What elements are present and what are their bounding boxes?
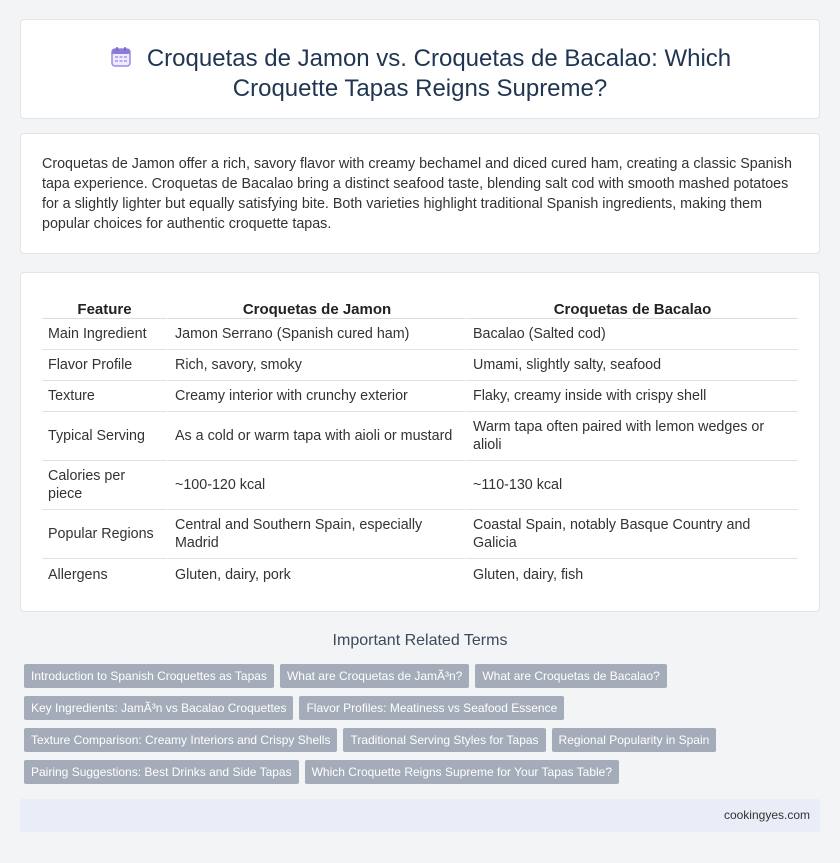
term-tag[interactable]: Which Croquette Reigns Supreme for Your Tapas Table? <box>305 760 619 784</box>
bacalao-cell: Bacalao (Salted cod) <box>465 319 798 350</box>
header-jamon: Croquetas de Jamon <box>167 293 465 319</box>
jamon-cell: Jamon Serrano (Spanish cured ham) <box>167 319 465 350</box>
table-row <box>42 350 798 381</box>
table-row <box>42 559 798 590</box>
jamon-cell: As a cold or warm tapa with aioli or mustard <box>167 412 465 461</box>
intro-paragraph: Croquetas de Jamon offer a rich, savory flavor with creamy bechamel and diced cured ham, creating a classic Spanish tapa experience. Croquetas de Bacalao bring a distinct seafood taste, blending salt cod with smooth mashed potatoes for a slightly lighter but equally satisfying bite. Both varieties highlight traditional Spanish ingredients, making them popular choices for authentic croquette tapas. <box>42 156 792 232</box>
jamon-cell: Creamy interior with crunchy exterior <box>167 381 465 412</box>
term-tag[interactable]: Introduction to Spanish Croquettes as Tapas <box>24 664 274 688</box>
footer <box>20 799 820 832</box>
table-header-row <box>42 293 798 319</box>
term-tag[interactable]: Traditional Serving Styles for Tapas <box>343 728 545 752</box>
feature-cell: Texture <box>42 381 167 412</box>
related-terms-tags <box>24 664 824 792</box>
term-tag[interactable]: Flavor Profiles: Meatiness vs Seafood Essence <box>299 696 564 720</box>
term-tag[interactable]: Texture Comparison: Creamy Interiors and Crispy Shells <box>24 728 337 752</box>
jamon-cell: Gluten, dairy, pork <box>167 559 465 590</box>
intro-card <box>20 133 820 254</box>
header-feature: Feature <box>42 293 167 319</box>
title-wrap <box>61 44 779 104</box>
tag-row <box>24 664 824 688</box>
term-tag[interactable]: Pairing Suggestions: Best Drinks and Side Tapas <box>24 760 299 784</box>
header-bacalao: Croquetas de Bacalao <box>465 293 798 319</box>
jamon-cell: Central and Southern Spain, especially Madrid <box>167 510 465 559</box>
jamon-cell: ~100-120 kcal <box>167 461 465 510</box>
bacalao-cell: Coastal Spain, notably Basque Country and Galicia <box>465 510 798 559</box>
bacalao-cell: Gluten, dairy, fish <box>465 559 798 590</box>
term-tag[interactable]: Key Ingredients: JamÃ³n vs Bacalao Croquettes <box>24 696 293 720</box>
page-title <box>61 44 779 104</box>
calendar-icon <box>109 45 133 69</box>
header-card <box>20 19 820 119</box>
tag-row <box>24 760 824 784</box>
table-row <box>42 412 798 461</box>
table-row <box>42 510 798 559</box>
tag-row <box>24 728 824 752</box>
bacalao-cell: Umami, slightly salty, seafood <box>465 350 798 381</box>
bacalao-cell: Flaky, creamy inside with crispy shell <box>465 381 798 412</box>
term-tag[interactable]: Regional Popularity in Spain <box>552 728 717 752</box>
comparison-card <box>20 272 820 612</box>
feature-cell: Main Ingredient <box>42 319 167 350</box>
comparison-table <box>42 293 798 590</box>
feature-cell: Typical Serving <box>42 412 167 461</box>
feature-cell: Allergens <box>48 566 108 583</box>
term-tag[interactable]: What are Croquetas de JamÃ³n? <box>280 664 469 688</box>
tag-row <box>24 696 824 720</box>
jamon-cell: Rich, savory, smoky <box>167 350 465 381</box>
bacalao-cell: ~110-130 kcal <box>465 461 798 510</box>
feature-cell: Calories per piece <box>42 461 167 510</box>
table-row <box>42 461 798 510</box>
feature-cell: Popular Regions <box>42 510 167 559</box>
term-tag[interactable]: What are Croquetas de Bacalao? <box>475 664 666 688</box>
feature-cell: Flavor Profile <box>42 350 167 381</box>
bacalao-cell: Warm tapa often paired with lemon wedges or alioli <box>465 412 798 461</box>
table-row <box>42 319 798 350</box>
footer-site[interactable]: cookingyes.com <box>723 808 810 822</box>
related-terms-heading: Important Related Terms <box>332 632 508 649</box>
table-row <box>42 381 798 412</box>
page-title-text: Croquetas de Jamon vs. Croquetas de Bacalao: Which Croquette Tapas Reigns Supreme? <box>146 45 732 102</box>
